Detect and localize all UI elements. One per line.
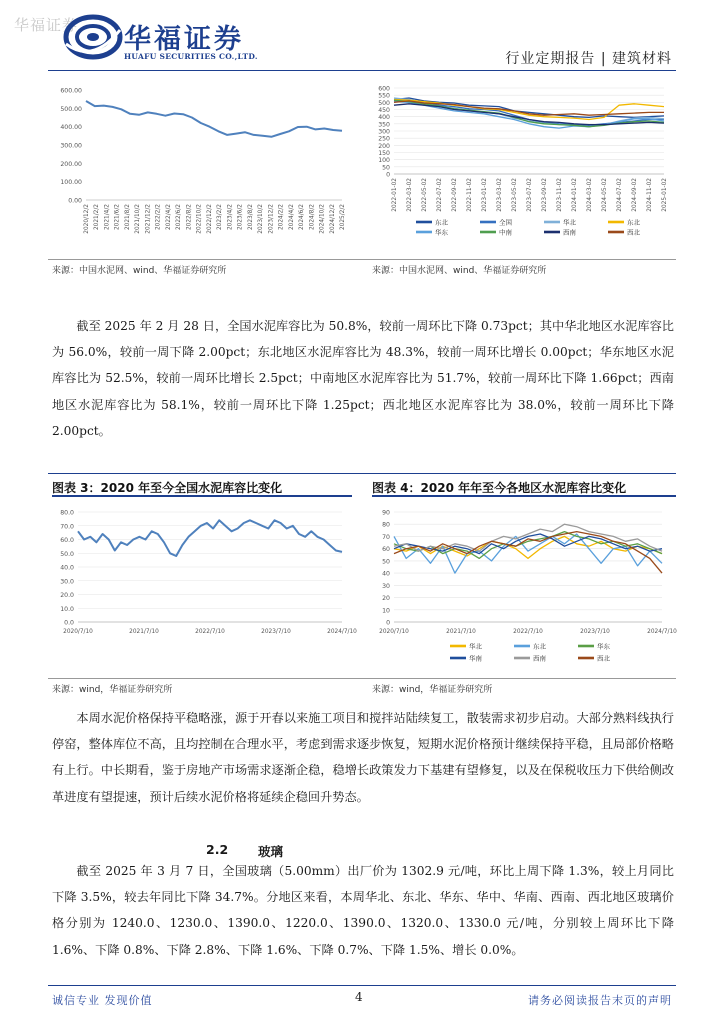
legend-label: 华东: [435, 228, 448, 237]
y-tick-label: 80.0: [60, 509, 74, 517]
x-tick-label: 2021/8/2: [124, 204, 131, 231]
y-tick-label: 300: [378, 128, 390, 136]
y-tick-label: 40.0: [60, 564, 74, 572]
x-tick-label: 2022-05-02: [422, 178, 428, 212]
x-tick-label: 2023-11-02: [557, 178, 563, 212]
x-tick-label: 2023-05-02: [512, 178, 518, 212]
figure-3-rule: [52, 495, 352, 497]
logo-text: 华福证券: [124, 24, 244, 55]
x-tick-label: 2023-09-02: [542, 178, 548, 212]
y-tick-label: 300.00: [60, 142, 82, 150]
legend-label: 西北: [597, 654, 610, 663]
y-tick-label: 150: [378, 150, 390, 157]
y-tick-label: 350: [378, 121, 390, 129]
chart-national-cement-price: [52, 82, 352, 254]
series-line: [394, 532, 662, 574]
y-tick-label: 30.0: [60, 578, 74, 586]
figure-3-source: 来源：wind，华福证券研究所: [52, 685, 173, 695]
chart-figure-4: [372, 500, 677, 672]
legend-label: 东北: [435, 218, 448, 227]
figure-3-title: 图表 3：2020 年至今全国水泥库容比变化: [52, 481, 283, 495]
x-tick-label: 2021/6/2: [114, 204, 121, 231]
y-tick-label: 450: [378, 107, 390, 114]
y-tick-label: 500.00: [60, 105, 82, 113]
x-tick-label: 2023/7/10: [261, 629, 291, 635]
y-tick-label: 50.0: [60, 550, 74, 558]
x-tick-label: 2022/2/2: [155, 204, 162, 231]
paragraph-text: 本周水泥价格保持平稳略涨，源于开春以来施工项目和搅拌站陆续复工，散装需求初步启动。大部分熟料线执行停窑，整体库位不高，且均控制在合理水平，考虑到需求逐步恢复，短期水泥价格预计继续保持平稳，且局部价格略有上行。中长期看，鉴于房地产市场需求逐渐企稳，稳增长政策发力下基建有望修复，以及在保税收压力下供给侧改革进度有望提速，预计后续水泥价格将延续企稳回升势态。: [52, 711, 674, 804]
x-tick-label: 2023-07-02: [527, 178, 533, 212]
y-tick-label: 600.00: [60, 87, 82, 95]
x-tick-label: 2022-03-02: [407, 178, 413, 212]
paragraph-glass-price: [52, 858, 674, 963]
legend-label: 华北: [563, 218, 576, 227]
x-tick-label: 2023/12/2: [268, 204, 275, 234]
legend-label: 华南: [469, 654, 482, 663]
divider: [48, 678, 676, 679]
x-tick-label: 2023/8/2: [247, 204, 254, 231]
y-tick-label: 20.0: [60, 592, 74, 599]
header-divider: [48, 70, 676, 71]
x-tick-label: 2023/10/2: [258, 204, 265, 234]
paragraph-text: 截至 2025 年 2 月 28 日，全国水泥库容比为 50.8%，较前一周环比下降 0.73pct；其中华北地区水泥库容比为 56.0%，较前一周下降 2.00pct；东北地区水泥库容比为 48.3%，较前一周环比增长 0.00pct；华东地区水泥库容比为 52.5%，较前一周环比增长 2.5pct；中南地区水泥库容比为 51.7%，较前一周环比下降 1.66pct；西南地区水泥库容比为 58.1%，较前一周环比下降 1.25pct；西北地区水泥库容比为 38.0%，较前一周环比下降 2.00pct。: [52, 319, 674, 438]
chart-regional-cement-price: [372, 82, 672, 254]
x-tick-label: 2022/7/10: [513, 629, 543, 635]
legend-label: 西南: [563, 228, 576, 237]
x-tick-label: 2021/12/2: [145, 204, 152, 234]
x-tick-label: 2024-09-02: [632, 178, 638, 212]
legend-label: 东北: [627, 218, 640, 227]
x-tick-label: 2021/7/10: [129, 629, 159, 635]
x-tick-label: 2024/7/10: [647, 629, 677, 635]
legend-label: 西南: [533, 654, 546, 663]
huafu-logo-icon: [64, 14, 122, 60]
legend-label: 中南: [499, 228, 512, 237]
section-title: 玻璃: [258, 844, 284, 859]
y-tick-label: 550: [378, 92, 390, 100]
divider: [48, 259, 676, 260]
figure-4-rule: [372, 495, 676, 497]
legend-label: 华东: [597, 642, 610, 651]
x-tick-label: 2024/2/2: [278, 204, 285, 231]
y-tick-label: 80: [382, 521, 390, 529]
x-tick-label: 2025-01-02: [662, 178, 668, 212]
x-tick-label: 2024/6/2: [299, 204, 306, 231]
x-tick-label: 2024-01-02: [572, 178, 578, 212]
x-tick-label: 2021/7/10: [446, 629, 476, 635]
legend-label: 全国: [499, 218, 512, 227]
chart-figure-3: [52, 500, 357, 665]
logo-english: HUAFU SECURITIES CO.,LTD.: [124, 52, 258, 61]
y-tick-label: 0: [386, 619, 390, 627]
series-line: [394, 101, 664, 115]
y-tick-label: 600: [378, 85, 390, 93]
y-tick-label: 400: [378, 114, 390, 122]
footer-slogan: 诚信专业 发现价值: [52, 994, 153, 1007]
series-line: [394, 532, 662, 559]
y-tick-label: 0.0: [64, 619, 74, 627]
x-tick-label: 2022-07-02: [437, 178, 443, 212]
y-tick-label: 100.00: [60, 179, 82, 187]
x-tick-label: 2022/12/2: [206, 204, 213, 234]
y-tick-label: 100: [378, 157, 390, 165]
footer-divider: [48, 985, 676, 986]
y-tick-label: 20: [382, 595, 390, 603]
x-tick-label: 2023/7/10: [580, 629, 610, 635]
paragraph-text: 截至 2025 年 3 月 7 日，全国玻璃（5.00mm）出厂价为 1302.9 元/吨，环比上周下降 1.3%，较上月同比下降 3.5%，较去年同比下降 34.7%。分地区来看，本周华北、东北、华东、华中、华南、西南、西北地区玻璃价格分别为 1240.0、1230.0、1390.0、1220.0、1390.0、1320.0、1330.0 元/吨，分别较上周环比下降 1.6%、下降 0.8%、下降 2.8%、下降 1.6%、下降 0.7%、下降 1.5%、增长 0.0%。: [52, 864, 674, 957]
x-tick-label: 2020/7/10: [63, 629, 93, 635]
x-tick-label: 2023/4/2: [227, 204, 234, 231]
y-tick-label: 200.00: [60, 160, 82, 168]
figure-4-source: 来源：wind，华福证券研究所: [372, 685, 493, 695]
x-tick-label: 2024-11-02: [647, 178, 653, 212]
legend-label: 西北: [627, 228, 640, 237]
section-number: 2.2: [206, 842, 229, 857]
x-tick-label: 2022/6/2: [176, 204, 183, 231]
y-tick-label: 30: [382, 582, 390, 590]
x-tick-label: 2020/12/2: [84, 204, 90, 234]
x-tick-label: 2024/7/10: [327, 629, 357, 635]
figure-title-divider: [48, 473, 676, 474]
x-tick-label: 2022/7/10: [195, 629, 225, 635]
legend-label: 华北: [469, 642, 482, 651]
footer-disclaimer: 请务必阅读报告末页的声明: [528, 994, 672, 1007]
paragraph-cement-outlook: [52, 705, 674, 810]
y-tick-label: 60: [382, 546, 390, 554]
paragraph-cement-inventory: [52, 313, 674, 444]
y-tick-label: 500: [378, 99, 390, 107]
y-tick-label: 70: [382, 533, 390, 541]
y-tick-label: 0.00: [68, 197, 82, 205]
y-tick-label: 40: [382, 570, 390, 578]
x-tick-label: 2024/8/2: [309, 204, 316, 231]
y-tick-label: 10.0: [60, 605, 74, 613]
x-tick-label: 2023/2/2: [217, 204, 224, 231]
y-tick-label: 0: [386, 171, 390, 179]
x-tick-label: 2022-01-02: [392, 178, 398, 212]
x-tick-label: 2023-03-02: [497, 178, 503, 212]
y-tick-label: 50: [382, 164, 390, 172]
source-top-right: 来源：中国水泥网、wind、华福证券研究所: [372, 266, 547, 276]
y-tick-label: 10: [382, 607, 390, 615]
x-tick-label: 2022/4/2: [165, 204, 172, 231]
x-tick-label: 2021/4/2: [104, 204, 111, 231]
y-tick-label: 400.00: [60, 124, 82, 132]
y-tick-label: 60.0: [60, 537, 74, 544]
x-tick-label: 2021/2/2: [94, 204, 101, 231]
x-tick-label: 2024-03-02: [587, 178, 593, 212]
series-line: [86, 101, 342, 137]
x-tick-label: 2024-05-02: [602, 178, 608, 212]
x-tick-label: 2022/8/2: [186, 204, 193, 231]
x-tick-label: 2020/7/10: [379, 629, 409, 635]
legend-label: 东北: [533, 642, 546, 651]
x-tick-label: 2022-09-02: [452, 178, 458, 212]
page-number: 4: [355, 990, 363, 1004]
x-tick-label: 2023/6/2: [237, 204, 244, 231]
figure-4-title: 图表 4：2020 年年至今各地区水泥库容比变化: [372, 481, 627, 495]
x-tick-label: 2025/2/2: [340, 204, 346, 231]
report-type: 行业定期报告 | 建筑材料: [505, 51, 672, 67]
x-tick-label: 2024-07-02: [617, 178, 623, 212]
y-tick-label: 50: [382, 558, 390, 566]
x-tick-label: 2023-01-02: [482, 178, 488, 212]
y-tick-label: 90: [382, 509, 390, 517]
y-tick-label: 200: [378, 142, 390, 150]
x-tick-label: 2024/12/2: [329, 204, 336, 234]
y-tick-label: 250: [378, 135, 390, 143]
y-tick-label: 70.0: [60, 523, 74, 531]
x-tick-label: 2021/10/2: [135, 204, 142, 234]
x-tick-label: 2024/10/2: [319, 204, 326, 234]
x-tick-label: 2024/4/2: [288, 204, 295, 231]
x-tick-label: 2022-11-02: [467, 178, 473, 212]
watermark: 华福证券: [14, 16, 79, 34]
source-top-left: 来源：中国水泥网、wind、华福证券研究所: [52, 266, 227, 276]
x-tick-label: 2022/10/2: [196, 204, 203, 234]
